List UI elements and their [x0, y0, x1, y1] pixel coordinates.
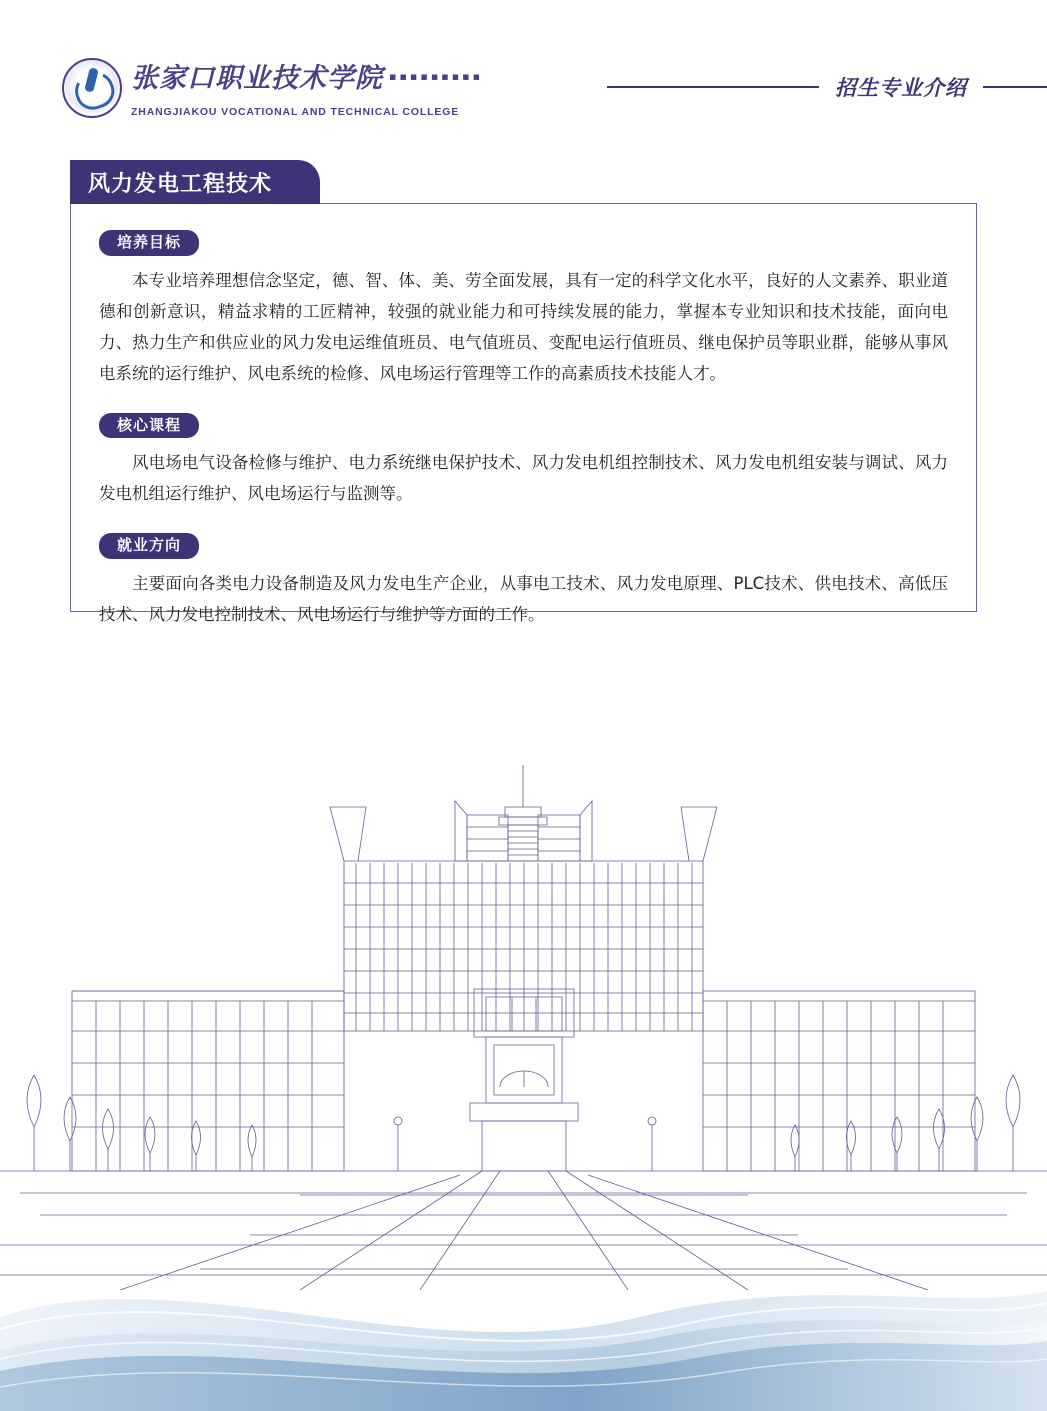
- section-label-training-goal: 培养目标: [99, 230, 199, 256]
- section-text-core-courses: 风电场电气设备检修与维护、电力系统继电保护技术、风力发电机组控制技术、风力发电机组安装与调试、风力发电机组运行维护、风电场运行与监测等。: [99, 453, 948, 503]
- header-rule-left: [607, 86, 819, 88]
- college-emblem-icon: [62, 58, 122, 118]
- header-title-group: [607, 72, 1047, 102]
- footer-wave-decoration: [0, 1221, 1047, 1411]
- section-text-employment: 主要面向各类电力设备制造及风力发电生产企业，从事电工技术、风力发电原理、PLC技术、供电技术、高低压技术、风力发电控制技术、风电场运行与维护等方面的工作。: [99, 573, 948, 624]
- college-name-cn: [131, 60, 483, 96]
- section-header-1: [99, 413, 976, 439]
- header-title: 招生专业介绍: [835, 76, 967, 100]
- college-name-cn-text: 张家口职业技术学院: [131, 63, 383, 94]
- section-header-2: [99, 533, 976, 559]
- campus-building-illustration: [0, 745, 1047, 1290]
- program-title-tab: 风力发电工程技术: [70, 160, 320, 204]
- college-logo: [62, 58, 483, 118]
- campus-building-line-art: [0, 745, 1047, 1290]
- program-content-box: [70, 203, 977, 624]
- logo-dots-decoration: ▪▪▪▪▪▪▪▪▪: [389, 70, 484, 83]
- section-label-core-courses: 核心课程: [99, 413, 199, 439]
- section-header-0: [99, 230, 976, 256]
- page-header: [0, 52, 1047, 132]
- section-text-training-goal: 本专业培养理想信念坚定，德、智、体、美、劳全面发展，具有一定的科学文化水平，良好的人文素养、职业道德和创新意识，精益求精的工匠精神，较强的就业能力和可持续发展的能力，掌握本专业知识和技术技能，面向电力、热力生产和供应业的风力发电运维值班员、电气值班员、变配电运行值班员、继电保护员等职业群，能够从事风电系统的运行维护、风电系统的检修、风电场运行管理等工作的高素质技术技能人才。: [99, 270, 948, 383]
- logo-text-block: [131, 60, 483, 118]
- header-rule-right: [983, 86, 1047, 88]
- section-label-employment: 就业方向: [99, 533, 199, 559]
- college-name-en: ZHANGJIAKOU VOCATIONAL AND TECHNICAL COLLEGE: [131, 106, 460, 118]
- wave-decoration-svg: [0, 1221, 1047, 1411]
